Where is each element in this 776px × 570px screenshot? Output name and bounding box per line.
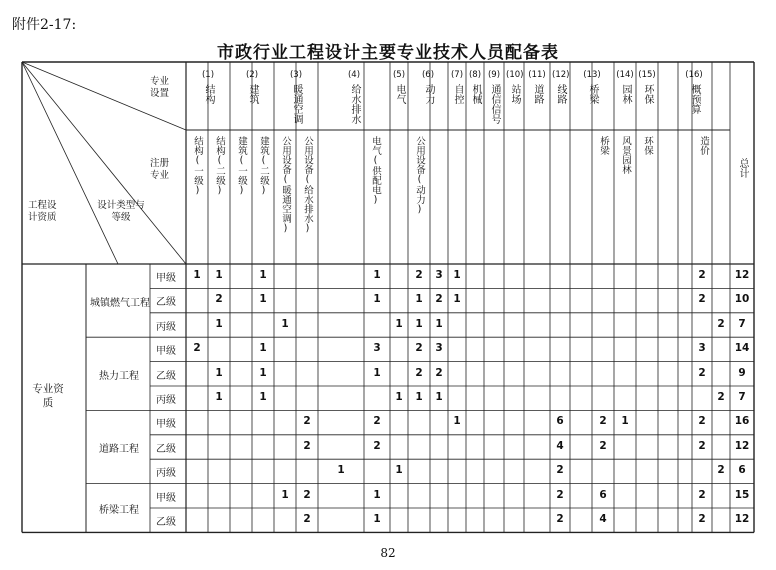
count-cell: 2 [435, 366, 443, 379]
total-cell: 10 [734, 293, 750, 306]
page-title: 市政行业工程设计主要专业技术人员配备表 [217, 43, 559, 63]
count-cell: 3 [373, 342, 381, 355]
count-cell: 2 [303, 513, 311, 525]
major-name: 电气 [394, 84, 405, 104]
count-cell: 2 [556, 464, 564, 477]
total-cell: 15 [734, 488, 750, 501]
count-cell: 1 [215, 317, 223, 330]
count-cell: 6 [556, 415, 564, 428]
registered-major-label: 注册专业 [150, 158, 170, 181]
count-cell: 1 [415, 293, 423, 306]
count-cell: 2 [599, 415, 607, 428]
count-cell: 1 [415, 317, 423, 330]
major-number: (11) [528, 70, 546, 80]
count-cell: 3 [435, 269, 443, 281]
major-name: 概预算 [689, 84, 700, 114]
count-cell: 1 [281, 317, 289, 330]
count-cell: 1 [395, 317, 403, 330]
count-cell: 4 [599, 513, 607, 525]
major-name: 机械 [470, 84, 481, 104]
grade-label: 乙级 [156, 297, 176, 309]
category-label: 专业资质 [32, 383, 64, 410]
registered-label: 结构(二级) [214, 136, 225, 196]
count-cell: 2 [698, 513, 706, 525]
major-setting-label: 专业设置 [150, 76, 170, 99]
count-cell: 2 [698, 415, 706, 428]
major-number: (4) [347, 70, 361, 80]
major-number: (3) [289, 70, 303, 80]
count-cell: 1 [453, 269, 461, 281]
registered-label: 建筑(二级) [258, 136, 269, 196]
count-cell: 2 [698, 439, 706, 452]
major-name: 动力 [423, 84, 434, 104]
count-cell: 1 [415, 391, 423, 403]
count-cell: 1 [373, 513, 381, 525]
count-cell: 2 [303, 415, 311, 428]
grade-label: 甲级 [156, 346, 176, 358]
major-name: 暖通空调 [291, 84, 302, 124]
registered-label: 建筑(一级) [236, 136, 247, 196]
count-cell: 2 [303, 488, 311, 501]
count-cell: 2 [717, 317, 725, 330]
count-cell: 2 [415, 342, 423, 355]
group-name: 热力工程 [99, 370, 139, 382]
count-cell: 1 [337, 464, 345, 477]
major-name: 环保 [642, 84, 653, 104]
total-cell: 16 [734, 415, 750, 428]
count-cell: 1 [215, 391, 223, 403]
major-name: 站场 [509, 84, 520, 104]
count-cell: 1 [373, 366, 381, 379]
major-name: 道路 [532, 84, 543, 104]
count-cell: 2 [556, 488, 564, 501]
count-cell: 1 [395, 391, 403, 403]
qualification-label: 工程设计资质 [28, 200, 57, 223]
count-cell: 1 [621, 415, 629, 428]
count-cell: 2 [698, 366, 706, 379]
count-cell: 1 [259, 342, 267, 355]
major-number: (6) [421, 70, 435, 80]
count-cell: 2 [698, 293, 706, 306]
group-name: 道路工程 [99, 444, 139, 455]
group-name: 桥梁工程 [99, 505, 139, 516]
grade-label: 丙级 [156, 395, 176, 406]
count-cell: 2 [303, 439, 311, 452]
registered-label: 公用设备(动力) [414, 136, 425, 215]
count-cell: 4 [556, 439, 564, 452]
count-cell: 2 [415, 366, 423, 379]
count-cell: 1 [193, 269, 201, 281]
count-cell: 2 [698, 488, 706, 501]
major-number: (2) [245, 70, 259, 80]
count-cell: 3 [435, 342, 443, 355]
grade-label: 乙级 [156, 370, 176, 382]
count-cell: 2 [193, 342, 201, 355]
major-name: 结构 [203, 84, 214, 104]
total-header: 总计 [737, 158, 748, 178]
major-name: 给水排水 [349, 84, 360, 124]
major-number: (14) [616, 70, 634, 80]
registered-label: 造价 [698, 136, 709, 155]
grade-label: 乙级 [156, 517, 176, 528]
major-name: 桥梁 [587, 84, 598, 104]
count-cell: 1 [215, 366, 223, 379]
total-cell: 12 [734, 513, 750, 525]
page-number: 82 [380, 546, 396, 560]
major-number: (15) [638, 70, 656, 80]
total-cell: 12 [734, 269, 750, 281]
count-cell: 1 [215, 269, 223, 281]
grade-label: 甲级 [156, 419, 176, 431]
total-cell: 6 [738, 464, 746, 477]
group-name: 城镇燃气工程 [90, 297, 150, 309]
grade-label: 甲级 [156, 273, 176, 284]
count-cell: 2 [717, 391, 725, 403]
count-cell: 1 [395, 464, 403, 477]
major-number: (12) [552, 70, 570, 80]
major-number: (10) [506, 70, 524, 80]
count-cell: 1 [435, 391, 443, 403]
grade-label: 乙级 [156, 443, 176, 455]
count-cell: 1 [373, 488, 381, 501]
count-cell: 1 [453, 415, 461, 428]
count-cell: 6 [599, 488, 607, 501]
major-name: 园林 [620, 84, 631, 104]
count-cell: 2 [215, 293, 223, 306]
major-number: (9) [487, 70, 501, 80]
registered-label: 结构(一级) [192, 136, 203, 196]
registered-label: 桥梁 [598, 136, 609, 155]
total-cell: 7 [738, 317, 746, 330]
count-cell: 2 [373, 439, 381, 452]
count-cell: 3 [698, 342, 706, 355]
count-cell: 1 [281, 488, 289, 501]
major-name: 建筑 [247, 84, 258, 104]
count-cell: 1 [373, 269, 381, 281]
registered-label: 电气(供配电) [370, 136, 381, 206]
count-cell: 2 [373, 415, 381, 428]
grade-label: 丙级 [156, 321, 176, 333]
registered-label: 风景园林 [620, 136, 631, 174]
total-cell: 12 [734, 439, 750, 452]
major-name: 线路 [555, 84, 566, 104]
count-cell: 2 [698, 269, 706, 281]
major-number: (7) [450, 70, 464, 80]
major-number: (5) [392, 70, 406, 80]
major-number: (13) [583, 70, 601, 80]
count-cell: 1 [453, 293, 461, 306]
count-cell: 1 [435, 317, 443, 330]
grade-label: 甲级 [156, 492, 176, 504]
count-cell: 1 [259, 293, 267, 306]
total-cell: 9 [738, 366, 746, 379]
annex-label: 附件2-17: [12, 17, 77, 33]
count-cell: 2 [435, 293, 443, 306]
count-cell: 1 [259, 366, 267, 379]
count-cell: 1 [259, 269, 267, 281]
total-cell: 7 [738, 391, 746, 403]
major-number: (8) [468, 70, 482, 80]
count-cell: 2 [717, 464, 725, 477]
count-cell: 2 [599, 439, 607, 452]
design-type-label: 设计类型与等级 [97, 200, 145, 223]
major-name: 自控 [452, 84, 463, 104]
count-cell: 1 [373, 293, 381, 306]
registered-label: 环保 [642, 136, 653, 155]
total-cell: 14 [734, 342, 750, 355]
registered-label: 公用设备(暖通空调) [280, 136, 291, 234]
registered-label: 公用设备(给水排水) [302, 136, 313, 234]
grade-label: 丙级 [156, 468, 176, 480]
count-cell: 1 [259, 391, 267, 403]
count-cell: 2 [556, 513, 564, 525]
major-number: (16) [685, 70, 703, 80]
major-number: (1) [201, 70, 215, 80]
major-name: 通信信号 [489, 84, 500, 124]
count-cell: 2 [415, 269, 423, 281]
